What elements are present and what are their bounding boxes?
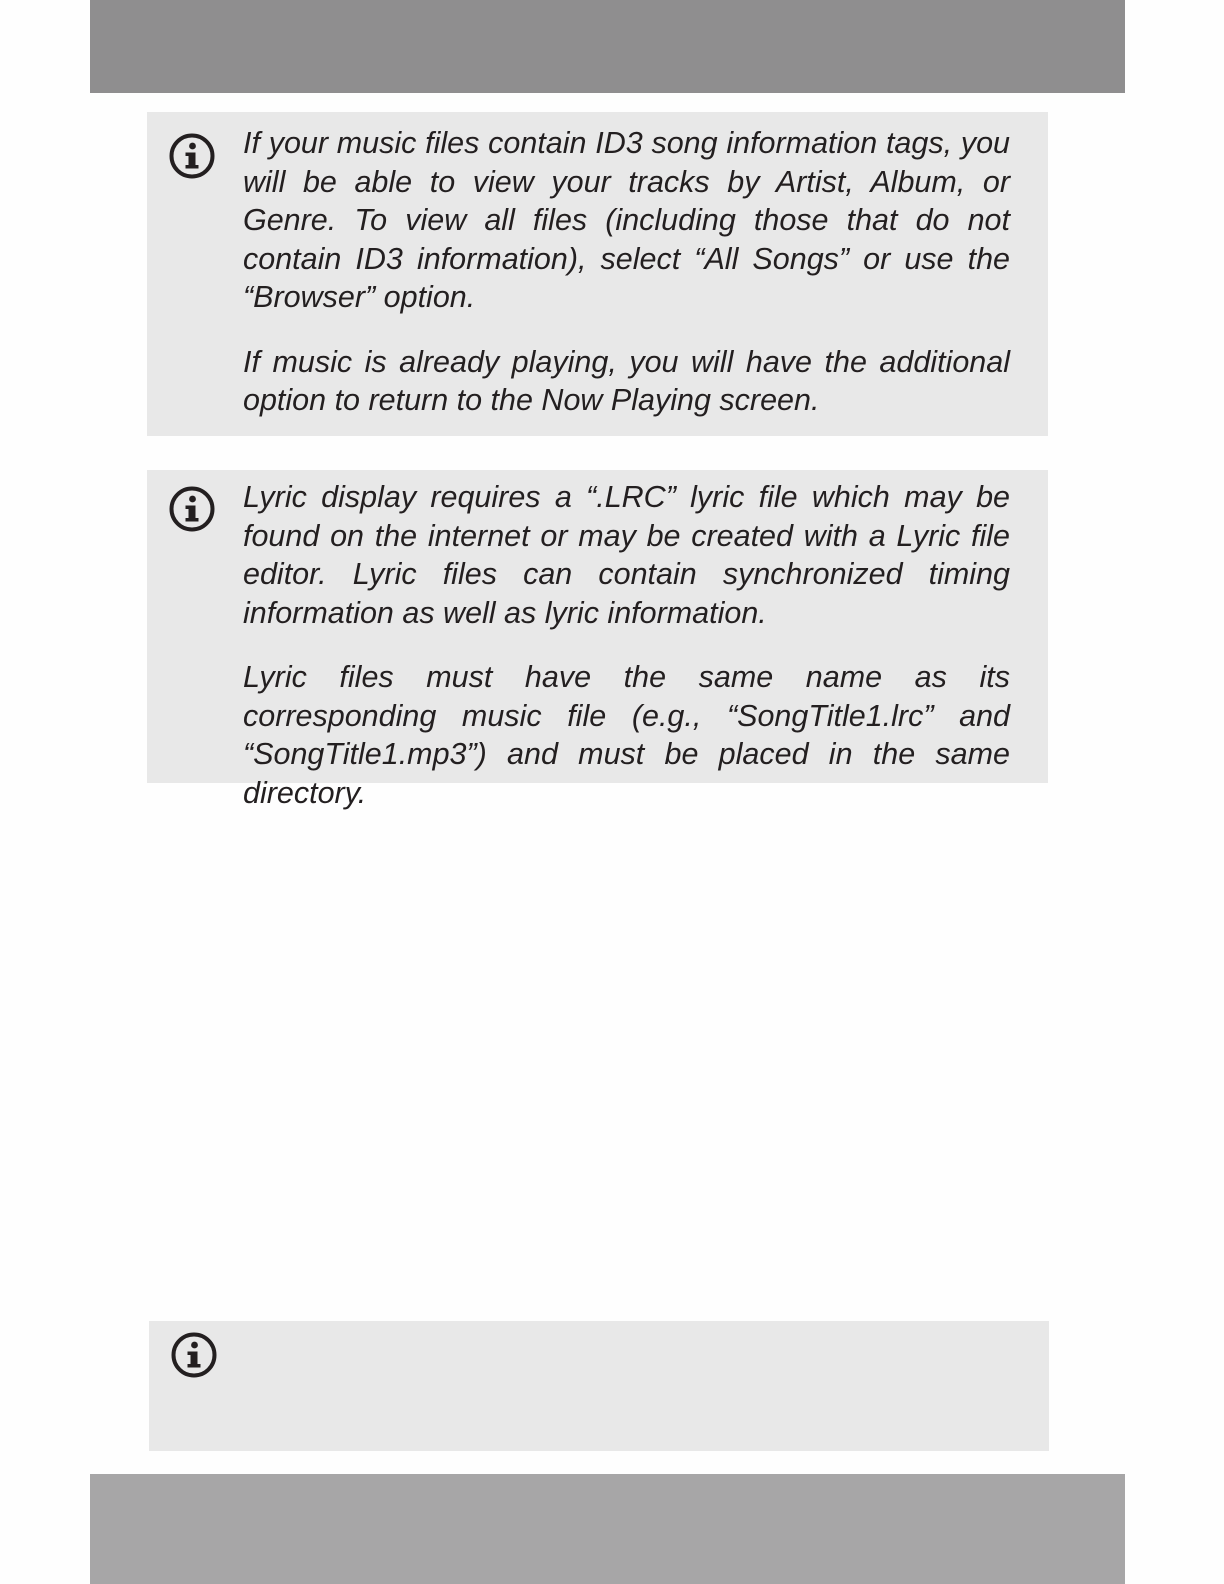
info-note-lyrics [147, 470, 1048, 810]
info-note-empty [149, 1321, 1049, 1451]
note-paragraph: If music is already playing, you will have the additional option to return to the Now Playing screen. [243, 344, 1010, 417]
note-text [243, 478, 1010, 812]
note-paragraph: Lyric display requires a “.LRC” lyric file which may be found on the internet or may be created with a Lyric file editor. Lyric files can contain synchronized timing information as well as lyric information. [243, 480, 1010, 630]
info-icon [168, 132, 216, 180]
info-icon [170, 1331, 218, 1379]
page-header-band [90, 0, 1125, 93]
page-footer-band [90, 1474, 1125, 1584]
note-text [243, 124, 1010, 420]
info-note-id3 [147, 112, 1048, 436]
note-paragraph: Lyric files must have the same name as its corresponding music file (e.g., “SongTitle1.lrc” and “SongTitle1.mp3”) and must be placed in the same directory. [243, 660, 1010, 810]
note-paragraph: If your music files contain ID3 song information tags, you will be able to view your tracks by Artist, Album, or Genre. To view all files (including those that do not contain ID3 information), select “All Songs” or use the “Browser” option. [243, 126, 1010, 314]
info-icon [168, 485, 216, 533]
